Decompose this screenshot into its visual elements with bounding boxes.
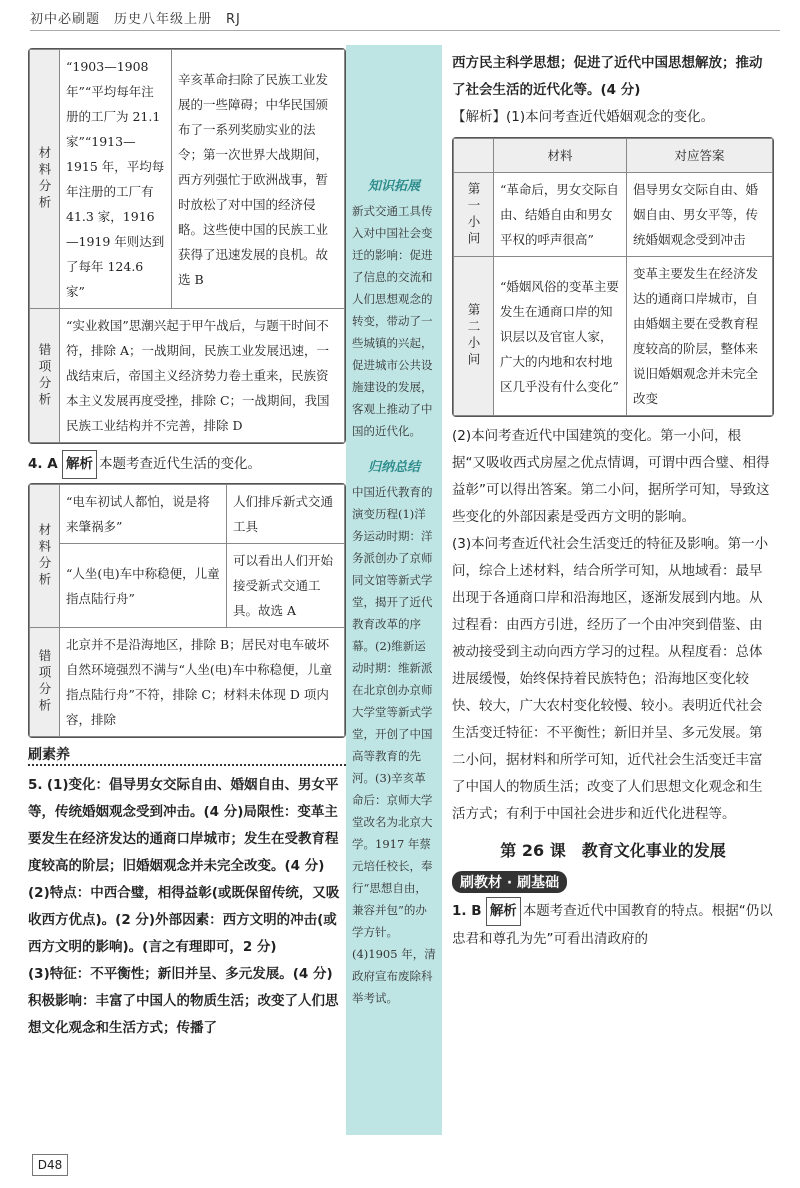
blank-head <box>454 139 494 173</box>
analysis-cell: 辛亥革命扫除了民族工业发展的一些障碍；中华民国颁布了一系列奖励实业的法令；第一次世界大战期间，西方列强忙于欧洲战事，暂时放松了对中国的经济侵略。这些使中国的民族工业获得了迅速发展的良机。故选 B <box>172 50 345 309</box>
right-column <box>452 50 774 953</box>
q4-analysis-table <box>28 483 346 738</box>
banner-label: 刷教材 · 刷基础 <box>452 871 567 893</box>
lesson-q1 <box>452 897 774 953</box>
analysis-cell: 可以看出人们开始接受新式交通工具。故选 A <box>227 544 345 628</box>
q5-continued: 西方民主科学思想；促进了近代中国思想解放；推动了社会生活的近代化等。(4 分) <box>452 55 763 98</box>
q5-answer <box>28 772 346 1042</box>
material-cell: “革命后，男女交际自由、结婚自由和男女平权的呼声很高” <box>494 173 627 257</box>
answer-cell: 倡导男女交际自由、婚姻自由、男女平等，传统婚姻观念受到冲击 <box>627 173 773 257</box>
q5-part3: (3)特征：不平衡性；新旧并呈、多元发展。(4 分)积极影响：丰富了中国人的物质生活；改变了人们思想文化观念和生活方式；传播了 <box>28 966 339 1036</box>
material-cell: “婚姻风俗的变革主要发生在通商口岸的知识层以及官宦人家，广大的内地和农村地区几乎没有什么变化” <box>494 257 627 416</box>
row-label: 材料分析 <box>30 50 60 309</box>
analysis-part3: (3)本问考查近代社会生活变迁的特征及影响。第一小问，综合上述材料，结合所学可知，从地域看：最早出现于各通商口岸和沿海地区，逐渐发展到内地。从过程看：由西方引进，经历了一个由冲突到借鉴、由被动接受到主动向西方学习的过程。从程度看：总体进展缓慢，始终保持着民族特色；沿海地区变化较快、较大，广大农村变化较慢、较小。表明近代社会生活变迁特征：不平衡性；新旧并呈、多元发展。第二小问，据材料和所学可知，近代社会生活变迁丰富了中国人的物质生活；改变了人们思想文化观念和生活方式；有利于中国社会进步和近代化进程等。 <box>452 536 769 822</box>
sidebar-text-summary: 中国近代教育的演变历程(1)洋务运动时期：洋务派创办了京师同文馆等新式学堂，揭开了近代教育改革的序幕。(2)维新运动时期：维新派在北京创办京师大学堂等新式学堂，开创了中国高等教育的先河。(3)辛亥革命后：京师大学堂改名为北京大学。1917 年蔡元培任校长，奉行“思想自由，兼容并包”的办学方针。(4)1905 年，清政府宣布废除科举考试。 <box>352 485 436 1005</box>
q5-part2: (2)特点：中西合璧，相得益彰(或既保留传统，又吸收西方优点)。(2 分)外部因素：西方文明的冲击(或西方文明的影响)。(言之有理即可，2 分) <box>28 885 340 955</box>
lesson-title: 第 26 课 教育文化事业的发展 <box>500 841 726 860</box>
answer-head: 对应答案 <box>627 139 773 173</box>
row-label: 第二小问 <box>454 257 494 416</box>
jiexi-tag: 解析 <box>486 897 521 926</box>
row-label: 错项分析 <box>30 628 60 737</box>
row-label: 第一小问 <box>454 173 494 257</box>
material-cell: “人坐(电)车中称稳便，儿童指点陆行舟” <box>60 544 227 628</box>
answer-mapping-table <box>452 137 774 417</box>
row-label: 错项分析 <box>30 309 60 443</box>
q4-text: 本题考查近代生活的变化。 <box>98 456 261 472</box>
q1-text: 本题考查近代中国教育的特点。根据“仍以忠君和尊孔为先”可看出清政府的 <box>452 903 773 947</box>
left-column <box>28 48 346 1042</box>
q3-analysis-table <box>28 48 346 444</box>
analysis-part2: (2)本问考查近代中国建筑的变化。第一小问，根据“又吸收西式房屋之优点情调，可谓中西合璧、相得益彰”可以得出答案。第二小问，据所学可知，导致这些变化的外部因素是受西方文明的影响。 <box>452 428 770 525</box>
material-cell: “电车初试人都怕，说是将来肇祸多” <box>60 485 227 544</box>
wrong-option-cell: “实业救国”思潮兴起于甲午战后，与题干时间不符，排除 A；一战期间，民族工业发展迅速，一战结束后，帝国主义经济势力卷土重来，民族资本主义发展再度受挫，排除 C；一战期间，我国民族工业结构并不完善，排除 D <box>60 309 345 443</box>
answer-cell: 变革主要发生在经济发达的通商口岸城市，自由婚姻主要在受教育程度较高的阶层，整体来说旧婚姻观念并未完全改变 <box>627 257 773 416</box>
q4-answer <box>28 450 346 479</box>
jiexi-tag: 解析 <box>62 450 97 479</box>
material-head: 材料 <box>494 139 627 173</box>
sidebar-text-knowledge: 新式交通工具传入对中国社会变迁的影响：促进了信息的交流和人们思想观念的转变，带动了一些城镇的兴起，促进城市公共设施建设的发展，客观上推动了中国的近代化。 <box>352 204 433 438</box>
section-banner <box>452 871 774 893</box>
header-divider <box>30 30 780 31</box>
material-cell: “1903—1908 年”“平均每年注册的工厂为 21.1 家”“1913—1915 年，平均每年注册的工厂有 41.3 家，1916—1919 年则达到了每年 124.6 家” <box>60 50 172 309</box>
q1-number: 1. B <box>452 903 482 919</box>
analysis-cell: 人们排斥新式交通工具 <box>227 485 345 544</box>
sidebar-title-summary: 归纳总结 <box>367 460 420 475</box>
jiexi-intro: 【解析】(1)本问考查近代婚姻观念的变化。 <box>452 109 715 125</box>
shua-suyang-heading: 刷素养 <box>28 744 346 766</box>
row-label: 材料分析 <box>30 485 60 628</box>
page-number: D48 <box>32 1154 68 1176</box>
sidebar-title-knowledge: 知识拓展 <box>367 179 420 194</box>
q5-number: 5. <box>28 777 43 793</box>
knowledge-sidebar <box>346 45 442 1135</box>
q4-number: 4. A <box>28 456 58 472</box>
page-header: 初中必刷题 历史八年级上册 RJ <box>30 12 241 27</box>
q5-part1: (1)变化：倡导男女交际自由、婚姻自由、男女平等，传统婚姻观念受到冲击。(4 分)局限性：变革主要发生在经济发达的通商口岸城市；发生在受教育程度较高的阶层；旧婚姻观念并未完全改变。(4 分) <box>28 777 339 874</box>
wrong-option-cell: 北京并不是沿海地区，排除 B；居民对电车破坏自然环境强烈不满与“人坐(电)车中称稳便，儿童指点陆行舟”不符，排除 C；材料未体现 D 项内容，排除 <box>60 628 345 737</box>
